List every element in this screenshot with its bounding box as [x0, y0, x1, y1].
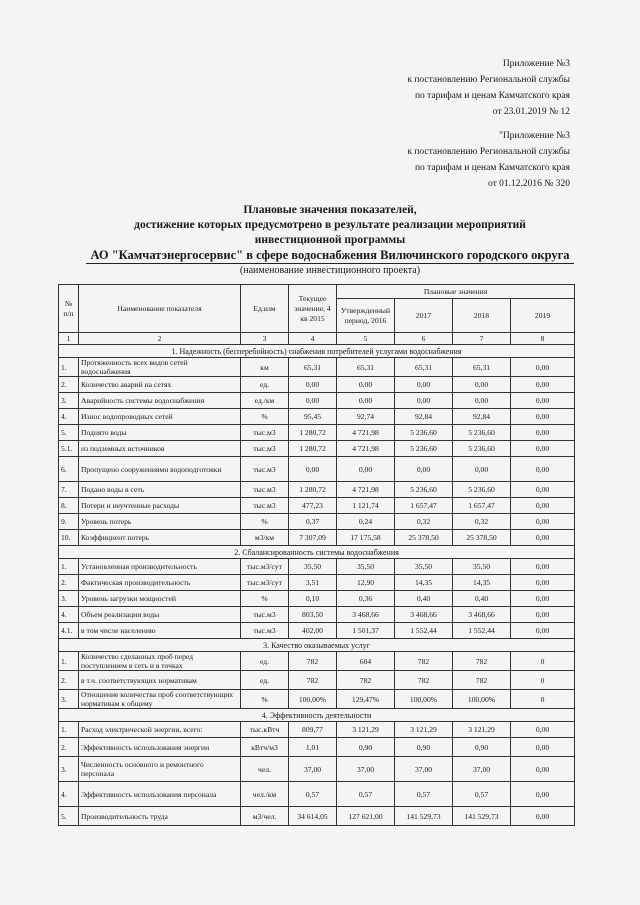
value-2018-cell: 0,90: [453, 738, 511, 757]
row-number: 1.: [59, 559, 79, 575]
table-row: [59, 782, 575, 807]
header-name: Наименование показателя: [79, 285, 241, 333]
unit-cell: тыс.м3/сут: [241, 559, 289, 575]
section-header-row: [59, 709, 575, 722]
row-number: 4.1.: [59, 623, 79, 639]
current-value-cell: 95,45: [289, 409, 337, 425]
value-2016-cell: 12,90: [337, 575, 395, 591]
value-2019-cell: 0,00: [511, 575, 575, 591]
unit-cell: тыс.м3/сут: [241, 575, 289, 591]
indicator-name: Пропущено сооружениями водоподготовки: [79, 457, 241, 482]
value-2018-cell: 782: [453, 671, 511, 690]
table-row: [59, 575, 575, 591]
document-title: [60, 203, 600, 264]
current-value-cell: 35,50: [289, 559, 337, 575]
value-2019-cell: 0: [511, 690, 575, 709]
row-number: 5.: [59, 425, 79, 441]
value-2019-cell: 0,00: [511, 623, 575, 639]
unit-cell: тыс.м3: [241, 441, 289, 457]
value-2019-cell: 0,00: [511, 457, 575, 482]
value-2016-cell: 127 621,00: [337, 807, 395, 826]
value-2018-cell: 141 529,73: [453, 807, 511, 826]
row-number: 10.: [59, 530, 79, 546]
unit-cell: км: [241, 358, 289, 377]
row-number: 4.: [59, 607, 79, 623]
value-2016-cell: 17 175,58: [337, 530, 395, 546]
header-current: Текущее значение, 4 кв 2015: [289, 285, 337, 333]
value-2017-cell: 0,00: [395, 457, 453, 482]
section-title: 3. Качество оказываемых услуг: [59, 639, 575, 652]
value-2017-cell: 3 468,66: [395, 607, 453, 623]
value-2018-cell: 5 236,60: [453, 482, 511, 498]
value-2018-cell: 1 552,44: [453, 623, 511, 639]
unit-cell: ед.: [241, 671, 289, 690]
value-2019-cell: 0,00: [511, 807, 575, 826]
value-2019-cell: 0,00: [511, 441, 575, 457]
unit-cell: тыс.м3: [241, 498, 289, 514]
current-value-cell: 1 280,72: [289, 425, 337, 441]
row-number: 4.: [59, 409, 79, 425]
value-2017-cell: 3 121,29: [395, 722, 453, 738]
current-value-cell: 0,00: [289, 377, 337, 393]
current-value-cell: 1 280,72: [289, 482, 337, 498]
table-row: [59, 738, 575, 757]
value-2017-cell: 1 552,44: [395, 623, 453, 639]
row-number: 1.: [59, 358, 79, 377]
indicator-name: Отношение количества проб соответствующих нормативам к общему: [79, 690, 241, 709]
section-title: 2. Сбалансированность системы водоснабжения: [59, 546, 575, 559]
appendix-line: Приложение №3: [502, 59, 570, 69]
unit-cell: %: [241, 514, 289, 530]
value-2016-cell: 65,31: [337, 358, 395, 377]
column-index: 6: [395, 333, 453, 345]
table-row: [59, 690, 575, 709]
title-line: достижение которых предусмотрено в результате реализации мероприятий: [134, 219, 526, 231]
unit-cell: %: [241, 409, 289, 425]
current-value-cell: 0,00: [289, 393, 337, 409]
value-2019-cell: 0,00: [511, 559, 575, 575]
indicator-name: из подземных источников: [79, 441, 241, 457]
table-row: [59, 457, 575, 482]
header-planned: Плановые значения: [337, 285, 575, 299]
value-2018-cell: 5 236,60: [453, 425, 511, 441]
current-value-cell: 803,50: [289, 607, 337, 623]
value-2018-cell: 0,40: [453, 591, 511, 607]
appendix-line: "Приложение №3: [498, 131, 570, 141]
value-2019-cell: 0,00: [511, 591, 575, 607]
unit-cell: м3/чел.: [241, 807, 289, 826]
table-row: [59, 482, 575, 498]
table-row: [59, 409, 575, 425]
value-2016-cell: 3 121,29: [337, 722, 395, 738]
unit-cell: тыс.м3: [241, 607, 289, 623]
value-2019-cell: 0,00: [511, 482, 575, 498]
value-2017-cell: 92,84: [395, 409, 453, 425]
value-2018-cell: 25 378,50: [453, 530, 511, 546]
appendix-line: к постановлению Региональной службы: [407, 75, 570, 85]
row-number: 1.: [59, 722, 79, 738]
indicator-name: Установленная производительность: [79, 559, 241, 575]
table-row: [59, 807, 575, 826]
row-number: 3.: [59, 393, 79, 409]
appendix-reference-previous: [407, 128, 570, 192]
value-2017-cell: 0,57: [395, 782, 453, 807]
value-2016-cell: 4 721,98: [337, 441, 395, 457]
unit-cell: тыс.м3: [241, 425, 289, 441]
value-2017-cell: 25 378,50: [395, 530, 453, 546]
row-number: 5.: [59, 807, 79, 826]
column-index: 2: [79, 333, 241, 345]
table-row: [59, 393, 575, 409]
indicator-name: в т.ч. соответствующих нормативам: [79, 671, 241, 690]
unit-cell: ед.: [241, 377, 289, 393]
value-2018-cell: 0,32: [453, 514, 511, 530]
value-2016-cell: 604: [337, 652, 395, 671]
indicator-name: Уровень загрузки мощностей: [79, 591, 241, 607]
value-2019-cell: 0,00: [511, 607, 575, 623]
unit-cell: тыс.м3: [241, 482, 289, 498]
unit-cell: тыс.м3: [241, 457, 289, 482]
value-2018-cell: 0,57: [453, 782, 511, 807]
current-value-cell: 37,00: [289, 757, 337, 782]
unit-cell: тыс.кВтч: [241, 722, 289, 738]
unit-cell: м3/км: [241, 530, 289, 546]
indicator-name: Численность основного и ремонтного персонала: [79, 757, 241, 782]
value-2017-cell: 65,31: [395, 358, 453, 377]
value-2019-cell: 0,00: [511, 358, 575, 377]
value-2016-cell: 92,74: [337, 409, 395, 425]
header-2017: 2017: [395, 299, 453, 333]
indicator-name: Подано воды в сеть: [79, 482, 241, 498]
current-value-cell: 0,00: [289, 457, 337, 482]
header-approved: Утвержденный период, 2016: [337, 299, 395, 333]
value-2019-cell: 0,00: [511, 393, 575, 409]
row-number: 2.: [59, 738, 79, 757]
appendix-line: от 01.12.2016 № 320: [488, 179, 570, 189]
title-line: Плановые значения показателей,: [243, 204, 417, 216]
value-2016-cell: 1 501,37: [337, 623, 395, 639]
value-2018-cell: 35,50: [453, 559, 511, 575]
indicator-name: Количество сделанных проб перед поступлением в сеть и в точках: [79, 652, 241, 671]
value-2019-cell: 0,00: [511, 498, 575, 514]
row-number: 3.: [59, 690, 79, 709]
appendix-line: к постановлению Региональной службы: [407, 147, 570, 157]
value-2017-cell: 5 236,60: [395, 441, 453, 457]
value-2018-cell: 0,00: [453, 393, 511, 409]
current-value-cell: 7 307,09: [289, 530, 337, 546]
row-number: 4.: [59, 782, 79, 807]
table-row: [59, 377, 575, 393]
value-2016-cell: 4 721,98: [337, 482, 395, 498]
section-header-row: [59, 639, 575, 652]
value-2019-cell: 0,00: [511, 514, 575, 530]
current-value-cell: 809,77: [289, 722, 337, 738]
unit-cell: чел.: [241, 757, 289, 782]
column-index: 8: [511, 333, 575, 345]
indicator-name: Поднято воды: [79, 425, 241, 441]
value-2016-cell: 129,47%: [337, 690, 395, 709]
row-number: 2.: [59, 377, 79, 393]
table-row: [59, 530, 575, 546]
header-unit: Ед.изм: [241, 285, 289, 333]
section-header-row: [59, 345, 575, 358]
value-2019-cell: 0,00: [511, 377, 575, 393]
value-2019-cell: 0,00: [511, 738, 575, 757]
value-2019-cell: 0,00: [511, 782, 575, 807]
value-2018-cell: 1 657,47: [453, 498, 511, 514]
value-2016-cell: 0,57: [337, 782, 395, 807]
table-row: [59, 671, 575, 690]
table-row: [59, 559, 575, 575]
table-row: [59, 498, 575, 514]
unit-cell: %: [241, 690, 289, 709]
row-number: 5.1.: [59, 441, 79, 457]
value-2016-cell: 0,24: [337, 514, 395, 530]
indicator-name: в том числе населению: [79, 623, 241, 639]
appendix-line: по тарифам и ценам Камчатского края: [414, 163, 570, 173]
table-row: [59, 652, 575, 671]
table-row: [59, 358, 575, 377]
section-title: 1. Надежность (бесперебойность) снабжения потребителей услугами водоснабжения: [59, 345, 575, 358]
value-2017-cell: 100,00%: [395, 690, 453, 709]
header-2019: 2019: [511, 299, 575, 333]
indicator-name: Протяженность всех видов сетей водоснабжения: [79, 358, 241, 377]
unit-cell: ед.: [241, 652, 289, 671]
value-2016-cell: 4 721,98: [337, 425, 395, 441]
value-2018-cell: 65,31: [453, 358, 511, 377]
value-2017-cell: 37,00: [395, 757, 453, 782]
value-2017-cell: 782: [395, 671, 453, 690]
current-value-cell: 0,57: [289, 782, 337, 807]
value-2016-cell: 0,00: [337, 377, 395, 393]
value-2019-cell: 0: [511, 671, 575, 690]
table-row: [59, 425, 575, 441]
value-2017-cell: 0,00: [395, 393, 453, 409]
current-value-cell: 0,37: [289, 514, 337, 530]
current-value-cell: 0,10: [289, 591, 337, 607]
indicator-name: Расход электрической энергии, всего:: [79, 722, 241, 738]
indicator-name: Эффективность использования персонала: [79, 782, 241, 807]
value-2017-cell: 782: [395, 652, 453, 671]
value-2017-cell: 0,40: [395, 591, 453, 607]
row-number: 6.: [59, 457, 79, 482]
appendix-line: по тарифам и ценам Камчатского края: [414, 91, 570, 101]
appendix-line: от 23.01.2019 № 12: [492, 107, 570, 117]
row-number: 3.: [59, 591, 79, 607]
current-value-cell: 65,31: [289, 358, 337, 377]
section-header-row: [59, 546, 575, 559]
row-number: 1.: [59, 652, 79, 671]
column-index: 3: [241, 333, 289, 345]
current-value-cell: 3,51: [289, 575, 337, 591]
indicator-name: Уровень потерь: [79, 514, 241, 530]
current-value-cell: 1,01: [289, 738, 337, 757]
indicator-name: Фактическая производительность: [79, 575, 241, 591]
row-number: 2.: [59, 575, 79, 591]
indicator-name: Производительность труда: [79, 807, 241, 826]
current-value-cell: 1 280,72: [289, 441, 337, 457]
value-2018-cell: 14,35: [453, 575, 511, 591]
value-2018-cell: 37,00: [453, 757, 511, 782]
table-row: [59, 623, 575, 639]
unit-cell: ед./км: [241, 393, 289, 409]
unit-cell: тыс.м3: [241, 623, 289, 639]
current-value-cell: 100,00%: [289, 690, 337, 709]
value-2018-cell: 100,00%: [453, 690, 511, 709]
value-2019-cell: 0: [511, 652, 575, 671]
value-2019-cell: 0,00: [511, 425, 575, 441]
value-2016-cell: 0,90: [337, 738, 395, 757]
value-2018-cell: 0,00: [453, 377, 511, 393]
indicator-name: Аварийность системы водоснабжения: [79, 393, 241, 409]
value-2018-cell: 0,00: [453, 457, 511, 482]
column-index: 4: [289, 333, 337, 345]
value-2017-cell: 0,32: [395, 514, 453, 530]
value-2016-cell: 0,00: [337, 393, 395, 409]
column-index: 1: [59, 333, 79, 345]
current-value-cell: 782: [289, 652, 337, 671]
table-row: [59, 441, 575, 457]
value-2017-cell: 5 236,60: [395, 482, 453, 498]
value-2017-cell: 0,00: [395, 377, 453, 393]
row-number: 7.: [59, 482, 79, 498]
unit-cell: %: [241, 591, 289, 607]
unit-cell: кВтч/м3: [241, 738, 289, 757]
column-index: 7: [453, 333, 511, 345]
value-2016-cell: 782: [337, 671, 395, 690]
value-2018-cell: 3 468,66: [453, 607, 511, 623]
value-2016-cell: 3 468,66: [337, 607, 395, 623]
current-value-cell: 782: [289, 671, 337, 690]
value-2017-cell: 1 657,47: [395, 498, 453, 514]
project-name-caption: (наименование инвестиционного проекта): [239, 265, 421, 276]
value-2016-cell: 0,36: [337, 591, 395, 607]
value-2016-cell: 35,50: [337, 559, 395, 575]
value-2017-cell: 35,50: [395, 559, 453, 575]
current-value-cell: 34 614,05: [289, 807, 337, 826]
title-line: инвестиционной программы: [254, 234, 406, 246]
project-name: АО "Камчатэнергосервис" в сфере водоснабжения Вилючинского городского округа: [86, 248, 573, 264]
indicator-name: Эффективность использования энергии: [79, 738, 241, 757]
appendix-reference-current: [407, 56, 570, 120]
indicator-name: Объем реализации воды: [79, 607, 241, 623]
row-number: 2.: [59, 671, 79, 690]
value-2017-cell: 14,35: [395, 575, 453, 591]
value-2019-cell: 0,00: [511, 409, 575, 425]
row-number: 3.: [59, 757, 79, 782]
value-2017-cell: 141 529,73: [395, 807, 453, 826]
value-2018-cell: 3 121,29: [453, 722, 511, 738]
row-number: 8.: [59, 498, 79, 514]
table-row: [59, 514, 575, 530]
unit-cell: чел./км: [241, 782, 289, 807]
value-2016-cell: 0,00: [337, 457, 395, 482]
table-row: [59, 607, 575, 623]
row-number: 9.: [59, 514, 79, 530]
value-2017-cell: 0,90: [395, 738, 453, 757]
value-2019-cell: 0,00: [511, 757, 575, 782]
indicator-name: Коэффициент потерь: [79, 530, 241, 546]
current-value-cell: 402,00: [289, 623, 337, 639]
table-row: [59, 722, 575, 738]
value-2019-cell: 0,00: [511, 530, 575, 546]
value-2018-cell: 5 236,60: [453, 441, 511, 457]
table-row: [59, 591, 575, 607]
current-value-cell: 477,23: [289, 498, 337, 514]
section-title: 4. Эффективность деятельности: [59, 709, 575, 722]
value-2018-cell: 782: [453, 652, 511, 671]
indicator-name: Износ водопроводных сетей: [79, 409, 241, 425]
value-2017-cell: 5 236,60: [395, 425, 453, 441]
value-2016-cell: 1 121,74: [337, 498, 395, 514]
table-body: [59, 345, 575, 826]
indicator-name: Количество аварий на сетях: [79, 377, 241, 393]
indicators-table: [58, 284, 575, 826]
header-num: № п/п: [59, 285, 79, 333]
column-index: 5: [337, 333, 395, 345]
indicator-name: Потери и неучтенные расходы: [79, 498, 241, 514]
value-2019-cell: 0,00: [511, 722, 575, 738]
header-2018: 2018: [453, 299, 511, 333]
value-2018-cell: 92,84: [453, 409, 511, 425]
table-row: [59, 757, 575, 782]
value-2016-cell: 37,00: [337, 757, 395, 782]
